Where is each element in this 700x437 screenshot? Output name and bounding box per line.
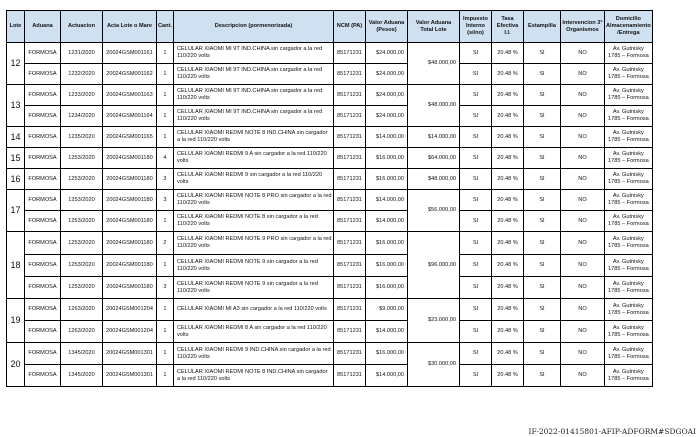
intervencion-cell: NO <box>560 64 604 85</box>
table-row <box>7 169 653 190</box>
actuacion-cell: 1231/2020 <box>61 43 103 64</box>
valor-aduana-cell: $14.000,00 <box>365 211 407 232</box>
actuacion-cell: 1233/2020 <box>61 85 103 106</box>
domicilio-cell: Av. Gutnisky 1785 – Formosa <box>604 169 652 190</box>
estampilla-cell: SI <box>523 255 560 277</box>
header-impuesto-interno: Impuesto Interno (si/no) <box>459 11 491 43</box>
ncm-cell: 85171231 <box>333 64 365 85</box>
ncm-cell: 85171231 <box>333 211 365 232</box>
acta-cell: 20024GSM001164 <box>103 106 157 127</box>
tasa-efectiva-cell: 20.48 % <box>491 343 523 365</box>
valor-aduana-cell: $24.000,00 <box>365 64 407 85</box>
actuacion-cell: 1253/2020 <box>61 255 103 277</box>
valor-total-lote-cell: $30.000,00 <box>407 343 459 387</box>
domicilio-cell: Av. Gutnisky 1785 – Formosa <box>604 148 652 169</box>
table-row <box>7 321 653 343</box>
acta-cell: 20024GSM001301 <box>103 365 157 387</box>
descripcion-cell: CELULAR XIAOMI REDMI NOTE 8 IND.CHINA sin cargador a la red 110/220 volts <box>173 365 333 387</box>
lote-number-cell: 15 <box>7 148 25 169</box>
descripcion-cell: CELULAR XIAOMI REDMI NOTE 8 IND.CHINA sin cargador a la red 110/220 volts <box>173 127 333 148</box>
estampilla-cell: SI <box>523 365 560 387</box>
acta-cell: 20024GSM001180 <box>103 232 157 255</box>
impuesto-interno-cell: SI <box>459 277 491 299</box>
estampilla-cell: SI <box>523 277 560 299</box>
acta-cell: 20024GSM001301 <box>103 343 157 365</box>
descripcion-cell: CELULAR XIAOMI REDMI 9 A sin cargador a la red 110/220 volts <box>173 148 333 169</box>
descripcion-cell: CELULAR XIAOMI REDMI NOTE 9 PRO sin cargador a la red 110/220 volts <box>173 232 333 255</box>
domicilio-cell: Av. Gutnisky 1785 – Formosa <box>604 255 652 277</box>
ncm-cell: 85171231 <box>333 321 365 343</box>
cantidad-cell: 1 <box>157 85 174 106</box>
estampilla-cell: SI <box>523 148 560 169</box>
valor-aduana-cell: $16.000,00 <box>365 277 407 299</box>
intervencion-cell: NO <box>560 148 604 169</box>
valor-aduana-cell: $9.000,00 <box>365 299 407 321</box>
lots-table-container <box>6 10 653 387</box>
descripcion-cell: CELULAR XIAOMI MI 9T IND.CHINA sin cargador a la red 110/220 volts <box>173 85 333 106</box>
impuesto-interno-cell: SI <box>459 169 491 190</box>
header-descripcion: Descripcion (pormenorizada) <box>173 11 333 43</box>
impuesto-interno-cell: SI <box>459 64 491 85</box>
aduana-cell: FORMOSA <box>25 321 61 343</box>
lote-number-cell: 20 <box>7 343 25 387</box>
aduana-cell: FORMOSA <box>25 64 61 85</box>
actuacion-cell: 1235/2020 <box>61 127 103 148</box>
cantidad-cell: 4 <box>157 148 174 169</box>
estampilla-cell: SI <box>523 321 560 343</box>
table-row <box>7 148 653 169</box>
aduana-cell: FORMOSA <box>25 232 61 255</box>
intervencion-cell: NO <box>560 106 604 127</box>
header-valor-aduana: Valor Aduana (Pesos) <box>365 11 407 43</box>
actuacion-cell: 1253/2020 <box>61 148 103 169</box>
impuesto-interno-cell: SI <box>459 148 491 169</box>
tasa-efectiva-cell: 20.48 % <box>491 321 523 343</box>
cantidad-cell: 1 <box>157 127 174 148</box>
ncm-cell: 85171231 <box>333 106 365 127</box>
intervencion-cell: NO <box>560 169 604 190</box>
aduana-cell: FORMOSA <box>25 343 61 365</box>
cantidad-cell: 3 <box>157 277 174 299</box>
cantidad-cell: 1 <box>157 211 174 232</box>
actuacion-cell: 1234/2020 <box>61 106 103 127</box>
ncm-cell: 85171231 <box>333 169 365 190</box>
cantidad-cell: 1 <box>157 299 174 321</box>
estampilla-cell: SI <box>523 127 560 148</box>
estampilla-cell: SI <box>523 211 560 232</box>
descripcion-cell: CELULAR XIAOMI MI 9T IND.CHINA sin cargador a la red 110/220 volts <box>173 64 333 85</box>
cantidad-cell: 3 <box>157 169 174 190</box>
valor-aduana-cell: $16.000,00 <box>365 232 407 255</box>
valor-aduana-cell: $24.000,00 <box>365 85 407 106</box>
estampilla-cell: SI <box>523 43 560 64</box>
valor-total-lote-cell: $14.000,00 <box>407 127 459 148</box>
header-aduana: Aduana <box>25 11 61 43</box>
descripcion-cell: CELULAR XIAOMI REDMI NOTE 9 sin cargador a la red 110/220 volts <box>173 255 333 277</box>
ncm-cell: 85171231 <box>333 190 365 211</box>
ncm-cell: 85171231 <box>333 343 365 365</box>
domicilio-cell: Av. Gutnisky 1785 – Formosa <box>604 232 652 255</box>
acta-cell: 20024GSM001180 <box>103 255 157 277</box>
header-estampilla: Estampilla <box>523 11 560 43</box>
valor-aduana-cell: $16.000,00 <box>365 255 407 277</box>
table-row <box>7 127 653 148</box>
table-row <box>7 190 653 211</box>
acta-cell: 20024GSM001180 <box>103 277 157 299</box>
intervencion-cell: NO <box>560 85 604 106</box>
header-lote: Lote <box>7 11 25 43</box>
descripcion-cell: CELULAR XIAOMI REDMI NOTE 9 sin cargador a la red 110/220 volts <box>173 277 333 299</box>
intervencion-cell: NO <box>560 127 604 148</box>
aduana-cell: FORMOSA <box>25 255 61 277</box>
lote-number-cell: 18 <box>7 232 25 299</box>
estampilla-cell: SI <box>523 106 560 127</box>
acta-cell: 20024GSM001180 <box>103 190 157 211</box>
table-row <box>7 255 653 277</box>
descripcion-cell: CELULAR XIAOMI MI A3 sin cargador a la red 110/220 volts <box>173 299 333 321</box>
cantidad-cell: 1 <box>157 321 174 343</box>
domicilio-cell: Av. Gutnisky 1785 – Formosa <box>604 343 652 365</box>
valor-aduana-cell: $24.000,00 <box>365 43 407 64</box>
cantidad-cell: 1 <box>157 255 174 277</box>
cantidad-cell: 1 <box>157 365 174 387</box>
table-row <box>7 64 653 85</box>
table-body <box>7 43 653 387</box>
estampilla-cell: SI <box>523 232 560 255</box>
tasa-efectiva-cell: 20.48 % <box>491 232 523 255</box>
aduana-cell: FORMOSA <box>25 169 61 190</box>
aduana-cell: FORMOSA <box>25 211 61 232</box>
intervencion-cell: NO <box>560 321 604 343</box>
domicilio-cell: Av. Gutnisky 1785 – Formosa <box>604 127 652 148</box>
valor-aduana-cell: $16.000,00 <box>365 169 407 190</box>
ncm-cell: 85171231 <box>333 255 365 277</box>
acta-cell: 20024GSM001165 <box>103 127 157 148</box>
tasa-efectiva-cell: 20.48 % <box>491 106 523 127</box>
aduana-cell: FORMOSA <box>25 127 61 148</box>
tasa-efectiva-cell: 20.48 % <box>491 277 523 299</box>
domicilio-cell: Av. Gutnisky 1785 – Formosa <box>604 190 652 211</box>
header-valor-total-lote: Valor Aduana Total Lote <box>407 11 459 43</box>
estampilla-cell: SI <box>523 169 560 190</box>
intervencion-cell: NO <box>560 299 604 321</box>
domicilio-cell: Av. Gutnisky 1785 – Formosa <box>604 321 652 343</box>
ncm-cell: 85171231 <box>333 85 365 106</box>
acta-cell: 20024GSM001180 <box>103 148 157 169</box>
aduana-cell: FORMOSA <box>25 365 61 387</box>
estampilla-cell: SI <box>523 85 560 106</box>
table-header-row <box>7 11 653 43</box>
valor-aduana-cell: $14.000,00 <box>365 321 407 343</box>
cantidad-cell: 1 <box>157 64 174 85</box>
document-id-footer: IF-2022-01415801-AFIP-ADFORM#SDGOAI <box>528 427 696 436</box>
impuesto-interno-cell: SI <box>459 190 491 211</box>
tasa-efectiva-cell: 20.48 % <box>491 85 523 106</box>
domicilio-cell: Av. Gutnisky 1785 – Formosa <box>604 43 652 64</box>
valor-total-lote-cell: $23.000,00 <box>407 299 459 343</box>
estampilla-cell: SI <box>523 190 560 211</box>
valor-aduana-cell: $16.000,00 <box>365 343 407 365</box>
actuacion-cell: 1263/2020 <box>61 299 103 321</box>
aduana-cell: FORMOSA <box>25 106 61 127</box>
impuesto-interno-cell: SI <box>459 106 491 127</box>
table-row <box>7 343 653 365</box>
impuesto-interno-cell: SI <box>459 343 491 365</box>
descripcion-cell: CELULAR XIAOMI REDMI NOTE 8 sin cargador a la red 110/220 volts <box>173 211 333 232</box>
impuesto-interno-cell: SI <box>459 232 491 255</box>
intervencion-cell: NO <box>560 211 604 232</box>
acta-cell: 20024GSM001180 <box>103 211 157 232</box>
actuacion-cell: 1345/2020 <box>61 365 103 387</box>
lote-number-cell: 14 <box>7 127 25 148</box>
tasa-efectiva-cell: 20.48 % <box>491 211 523 232</box>
tasa-efectiva-cell: 20.48 % <box>491 148 523 169</box>
valor-total-lote-cell: $56.000,00 <box>407 190 459 232</box>
estampilla-cell: SI <box>523 64 560 85</box>
domicilio-cell: Av. Gutnisky 1785 – Formosa <box>604 365 652 387</box>
acta-cell: 20024GSM001161 <box>103 43 157 64</box>
lote-number-cell: 17 <box>7 190 25 232</box>
acta-cell: 20024GSM001204 <box>103 299 157 321</box>
table-row <box>7 85 653 106</box>
tasa-efectiva-cell: 20.48 % <box>491 299 523 321</box>
header-ncm: NCM (PA) <box>333 11 365 43</box>
actuacion-cell: 1253/2020 <box>61 169 103 190</box>
intervencion-cell: NO <box>560 277 604 299</box>
lote-number-cell: 13 <box>7 85 25 127</box>
acta-cell: 20024GSM001180 <box>103 169 157 190</box>
descripcion-cell: CELULAR XIAOMI MI 9T IND.CHINA sin cargador a la red 110/220 volts <box>173 106 333 127</box>
aduana-cell: FORMOSA <box>25 85 61 106</box>
valor-aduana-cell: $14.000,00 <box>365 365 407 387</box>
actuacion-cell: 1253/2020 <box>61 211 103 232</box>
header-acta: Acta Lote o Mare <box>103 11 157 43</box>
ncm-cell: 85171231 <box>333 232 365 255</box>
table-row <box>7 211 653 232</box>
domicilio-cell: Av. Gutnisky 1785 – Formosa <box>604 299 652 321</box>
valor-aduana-cell: $24.000,00 <box>365 106 407 127</box>
tasa-efectiva-cell: 20.48 % <box>491 64 523 85</box>
impuesto-interno-cell: SI <box>459 43 491 64</box>
actuacion-cell: 1345/2020 <box>61 343 103 365</box>
actuacion-cell: 1263/2020 <box>61 321 103 343</box>
header-actuacion: Actuacion <box>61 11 103 43</box>
actuacion-cell: 1232/2020 <box>61 64 103 85</box>
domicilio-cell: Av. Gutnisky 1785 – Formosa <box>604 64 652 85</box>
lote-number-cell: 16 <box>7 169 25 190</box>
table-row <box>7 365 653 387</box>
tasa-efectiva-cell: 20.48 % <box>491 127 523 148</box>
impuesto-interno-cell: SI <box>459 321 491 343</box>
ncm-cell: 85171231 <box>333 127 365 148</box>
impuesto-interno-cell: SI <box>459 255 491 277</box>
estampilla-cell: SI <box>523 299 560 321</box>
ncm-cell: 85171231 <box>333 365 365 387</box>
cantidad-cell: 1 <box>157 106 174 127</box>
impuesto-interno-cell: SI <box>459 299 491 321</box>
descripcion-cell: CELULAR XIAOMI MI 9T IND.CHINA sin cargador a la red 110/220 volts <box>173 43 333 64</box>
domicilio-cell: Av. Gutnisky 1785 – Formosa <box>604 85 652 106</box>
header-domicilio: Domicilio Almacenamiento /Entrega <box>604 11 652 43</box>
aduana-cell: FORMOSA <box>25 43 61 64</box>
header-intervencion: Intervencion 3° Organismos <box>560 11 604 43</box>
lots-table <box>6 10 653 387</box>
table-row <box>7 232 653 255</box>
table-row <box>7 299 653 321</box>
acta-cell: 20024GSM001162 <box>103 64 157 85</box>
descripcion-cell: CELULAR XIAOMI REDMI 9 IND.CHINA sin cargador a la red 110/220 volts <box>173 343 333 365</box>
valor-total-lote-cell: $48.000,00 <box>407 85 459 127</box>
ncm-cell: 85171231 <box>333 299 365 321</box>
header-cantidad: Cant. <box>157 11 174 43</box>
valor-aduana-cell: $16.000,00 <box>365 148 407 169</box>
table-row <box>7 277 653 299</box>
intervencion-cell: NO <box>560 343 604 365</box>
impuesto-interno-cell: SI <box>459 127 491 148</box>
ncm-cell: 85171231 <box>333 148 365 169</box>
descripcion-cell: CELULAR XIAOMI REDMI NOTE 8 PRO sin cargador a la red 110/220 volts <box>173 190 333 211</box>
ncm-cell: 85171231 <box>333 43 365 64</box>
acta-cell: 20024GSM001204 <box>103 321 157 343</box>
intervencion-cell: NO <box>560 43 604 64</box>
descripcion-cell: CELULAR XIAOMI REDMI 8 A sin cargador a la red 110/220 volts <box>173 321 333 343</box>
domicilio-cell: Av. Gutnisky 1785 – Formosa <box>604 211 652 232</box>
cantidad-cell: 1 <box>157 43 174 64</box>
intervencion-cell: NO <box>560 232 604 255</box>
estampilla-cell: SI <box>523 343 560 365</box>
aduana-cell: FORMOSA <box>25 277 61 299</box>
valor-total-lote-cell: $96.000,00 <box>407 232 459 299</box>
lote-number-cell: 19 <box>7 299 25 343</box>
domicilio-cell: Av. Gutnisky 1785 – Formosa <box>604 277 652 299</box>
descripcion-cell: CELULAR XIAOMI REDMI 9 sin cargador a la red 110/220 volts <box>173 169 333 190</box>
valor-total-lote-cell: $64.000,00 <box>407 148 459 169</box>
actuacion-cell: 1253/2020 <box>61 190 103 211</box>
aduana-cell: FORMOSA <box>25 190 61 211</box>
cantidad-cell: 2 <box>157 232 174 255</box>
table-row <box>7 106 653 127</box>
impuesto-interno-cell: SI <box>459 365 491 387</box>
valor-total-lote-cell: $48.000,00 <box>407 169 459 190</box>
impuesto-interno-cell: SI <box>459 211 491 232</box>
intervencion-cell: NO <box>560 255 604 277</box>
valor-aduana-cell: $14.000,00 <box>365 190 407 211</box>
intervencion-cell: NO <box>560 365 604 387</box>
actuacion-cell: 1253/2020 <box>61 277 103 299</box>
actuacion-cell: 1253/2020 <box>61 232 103 255</box>
intervencion-cell: NO <box>560 190 604 211</box>
header-tasa: Tasa Efectiva I.I. <box>491 11 523 43</box>
cantidad-cell: 1 <box>157 343 174 365</box>
lote-number-cell: 12 <box>7 43 25 85</box>
tasa-efectiva-cell: 20.48 % <box>491 255 523 277</box>
table-row <box>7 43 653 64</box>
valor-aduana-cell: $14.000,00 <box>365 127 407 148</box>
tasa-efectiva-cell: 20.48 % <box>491 43 523 64</box>
valor-total-lote-cell: $48.000,00 <box>407 43 459 85</box>
aduana-cell: FORMOSA <box>25 299 61 321</box>
aduana-cell: FORMOSA <box>25 148 61 169</box>
domicilio-cell: Av. Gutnisky 1785 – Formosa <box>604 106 652 127</box>
tasa-efectiva-cell: 20.48 % <box>491 190 523 211</box>
acta-cell: 20024GSM001163 <box>103 85 157 106</box>
tasa-efectiva-cell: 20.48 % <box>491 169 523 190</box>
tasa-efectiva-cell: 20.48 % <box>491 365 523 387</box>
impuesto-interno-cell: SI <box>459 85 491 106</box>
ncm-cell: 85171231 <box>333 277 365 299</box>
cantidad-cell: 3 <box>157 190 174 211</box>
